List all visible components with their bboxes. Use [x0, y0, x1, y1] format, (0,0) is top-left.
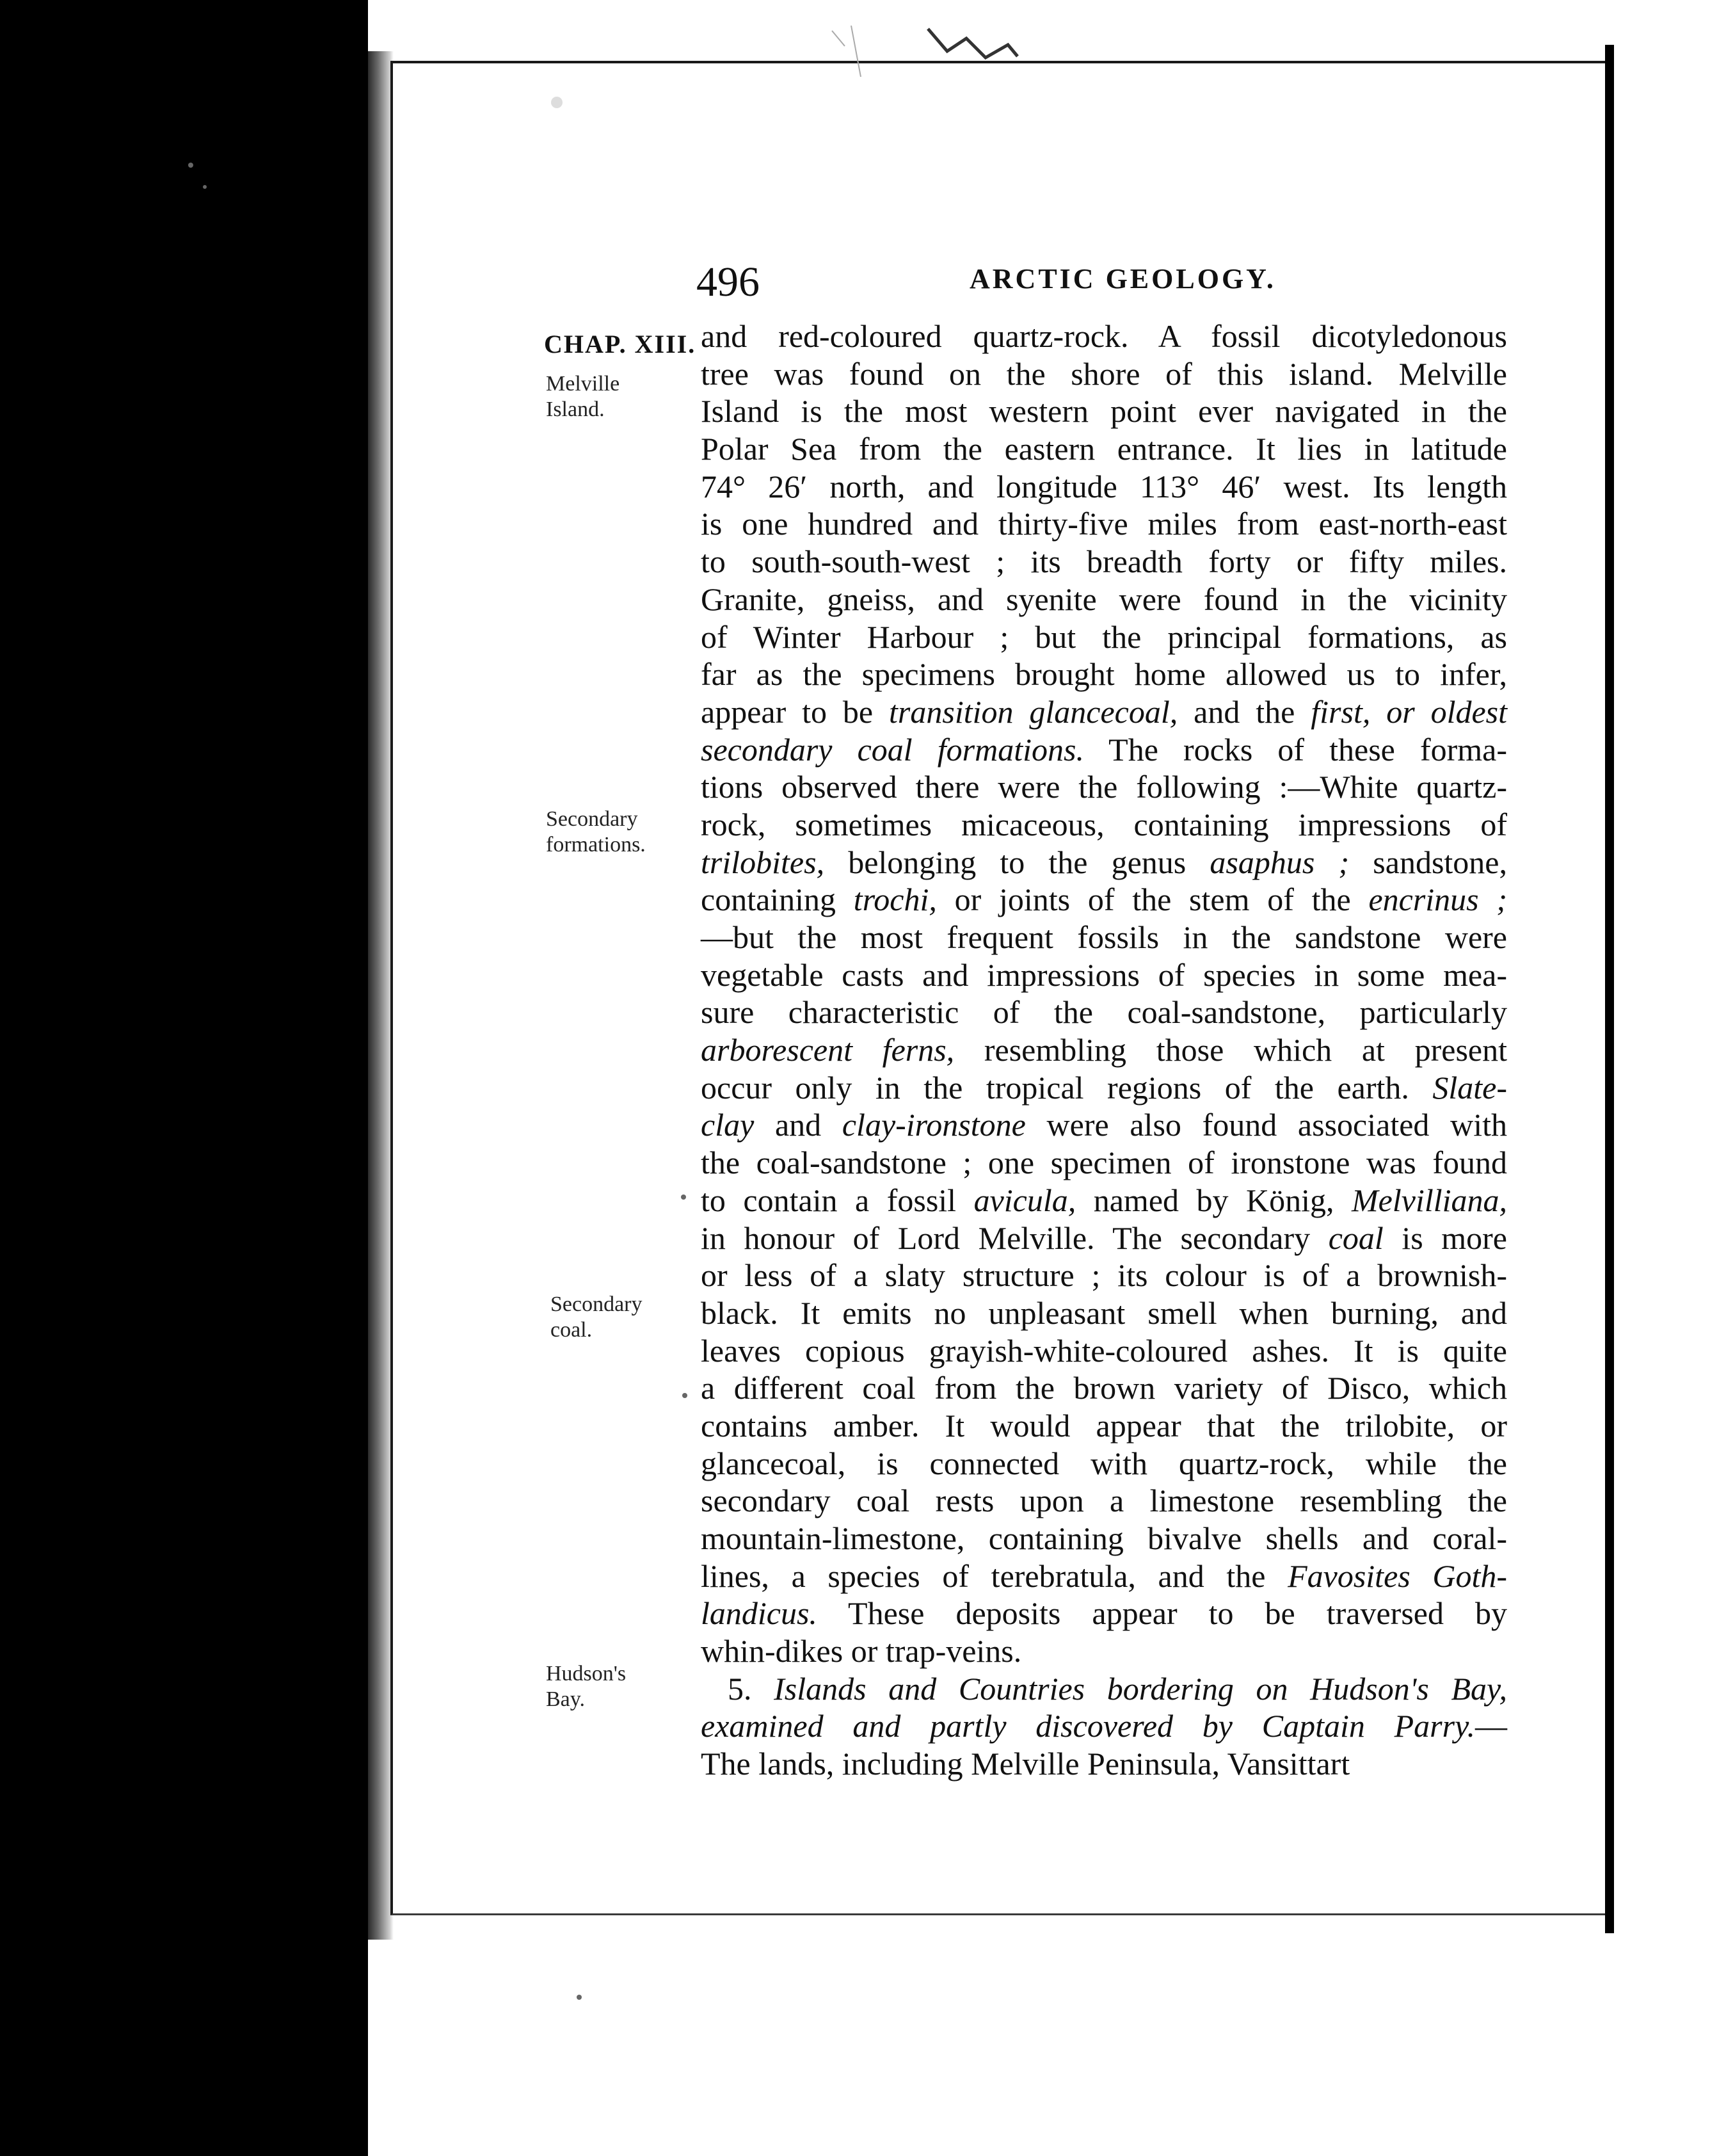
margin-note-line: Island. [546, 398, 605, 421]
text-run: resembling those which at present [954, 1032, 1507, 1068]
scan-dark-margin [0, 0, 368, 2156]
text-run: to contain a fossil [701, 1182, 974, 1218]
text-line [701, 618, 1507, 656]
text-line [701, 1482, 1507, 1520]
text-run: leaves copious grayish-white-coloured ashes. It is quite [701, 1332, 1507, 1369]
italic-text: first, or oldest [1311, 693, 1508, 730]
text-run: vegetable casts and impressions of species in some mea- [701, 956, 1507, 993]
text-line [701, 956, 1507, 994]
text-run: to south-south-west ; its breadth forty or fifty miles. [701, 543, 1507, 580]
margin-note-secondary-formations [546, 807, 693, 858]
text-line [701, 1670, 1507, 1708]
text-line [701, 1632, 1507, 1670]
text-run: far as the specimens brought home allowed us to infer, [701, 656, 1507, 693]
italic-text: encrinus ; [1368, 881, 1508, 918]
italic-text: clay-ironstone [842, 1107, 1026, 1143]
text-line [701, 1520, 1507, 1557]
margin-note-line: Secondary [550, 1292, 643, 1316]
text-run: 74° 26′ north, and longitude 113° 46′ west. Its length [701, 468, 1507, 504]
text-run: is one hundred and thirty-five miles from east-north-east [701, 506, 1507, 542]
italic-text: transition glancecoal, [889, 693, 1178, 730]
text-run: rock, sometimes micaceous, containing impressions of [701, 806, 1507, 842]
text-run: appear to be [701, 693, 890, 730]
text-run: The lands, including Melville Peninsula, Vansittart [701, 1746, 1350, 1782]
italic-text: landicus. [701, 1595, 817, 1632]
text-line [701, 806, 1507, 844]
text-run: black. It emits no unpleasant smell when burning, and [701, 1294, 1507, 1331]
chapter-label: CHAP. XIII. [544, 330, 696, 358]
text-run: glancecoal, is connected with quartz-rock, while the [701, 1445, 1507, 1481]
italic-text: Melvilliana, [1352, 1182, 1507, 1218]
body-text [701, 318, 1507, 1783]
text-line [701, 1332, 1507, 1370]
text-line [701, 1445, 1507, 1483]
italic-text: Islands and Countries bordering on Hudson's Bay, [774, 1670, 1507, 1707]
text-line [701, 1069, 1507, 1107]
text-line [701, 844, 1507, 881]
text-run: named by König, [1076, 1182, 1352, 1218]
italic-text: asaphus ; [1210, 844, 1350, 880]
text-line [701, 1557, 1507, 1595]
text-run: mountain-limestone, containing bivalve shells and coral- [701, 1520, 1507, 1556]
text-run: a different coal from the brown variety of Disco, which [701, 1370, 1507, 1406]
margin-note-line: formations. [546, 833, 646, 857]
text-line [701, 731, 1507, 769]
text-run: tions observed there were the following :—White quartz- [701, 769, 1507, 805]
text-run: or joints of the stem of the [936, 881, 1369, 918]
running-head: ARCTIC GEOLOGY. [970, 263, 1276, 294]
text-line [701, 1595, 1507, 1632]
text-line [701, 392, 1507, 430]
text-run: 5. [728, 1670, 774, 1707]
italic-text: trochi, [853, 881, 937, 918]
text-line [701, 1745, 1507, 1783]
text-run: secondary coal rests upon a limestone resembling the [701, 1483, 1507, 1519]
margin-note-line: Secondary [546, 807, 638, 831]
text-line [701, 543, 1507, 581]
text-run: and red-coloured quartz-rock. A fossil dicotyledonous [701, 318, 1507, 354]
facing-page-edge [1605, 45, 1710, 1933]
margin-note-secondary-coal [550, 1292, 698, 1343]
text-line [701, 318, 1507, 355]
text-run: —but the most frequent fossils in the sandstone were [701, 919, 1507, 955]
italic-text: secondary coal formations. [701, 731, 1084, 768]
italic-text: trilobites, [701, 844, 825, 880]
text-run: the coal-sandstone ; one specimen of ironstone was found [701, 1145, 1507, 1181]
facing-page-lower-edge [1605, 1933, 1710, 2156]
page-gutter-shadow [368, 51, 394, 1940]
text-line [701, 1106, 1507, 1144]
text-line [701, 505, 1507, 543]
text-run: and the [1178, 693, 1311, 730]
text-line [701, 1031, 1507, 1069]
text-line [701, 581, 1507, 618]
text-run: is more [1383, 1219, 1507, 1256]
text-run: Polar Sea from the eastern entrance. It lies in latitude [701, 431, 1507, 467]
text-run: lines, a species of terebratula, and the [701, 1557, 1288, 1594]
italic-text: Slate- [1432, 1069, 1507, 1106]
text-run: or less of a slaty structure ; its colour is of a brownish- [701, 1257, 1507, 1294]
text-line [701, 1407, 1507, 1445]
text-run: in honour of Lord Melville. The secondary [701, 1219, 1329, 1256]
text-run: were also found associated with [1025, 1107, 1507, 1143]
text-run: — [1475, 1708, 1507, 1744]
margin-note-line: coal. [550, 1318, 593, 1342]
italic-text: examined and partly discovered by Captain Parry. [701, 1708, 1475, 1744]
text-run: The rocks of these forma- [1083, 731, 1507, 768]
margin-note-hudsons-bay [546, 1661, 693, 1712]
text-line [701, 468, 1507, 506]
text-run: tree was found on the shore of this island. Melville [701, 355, 1507, 392]
text-line [701, 768, 1507, 806]
text-run: These deposits appear to be traversed by [817, 1595, 1507, 1632]
text-line [701, 430, 1507, 468]
text-run: whin-dikes or trap-veins. [701, 1633, 1022, 1669]
text-line [701, 1294, 1507, 1332]
text-line [701, 919, 1507, 956]
italic-text: arborescent ferns, [701, 1032, 955, 1068]
text-line [701, 656, 1507, 693]
italic-text: clay [701, 1107, 755, 1143]
text-run: Granite, gneiss, and syenite were found in the vicinity [701, 581, 1507, 617]
margin-note-line: Bay. [546, 1687, 586, 1711]
text-line [701, 1219, 1507, 1257]
text-line [701, 1369, 1507, 1407]
text-line [701, 1144, 1507, 1182]
text-run: of Winter Harbour ; but the principal formations, as [701, 618, 1507, 655]
text-line [701, 881, 1507, 919]
text-line [701, 1182, 1507, 1219]
text-run: Island is the most western point ever navigated in the [701, 393, 1507, 430]
text-line [701, 693, 1507, 731]
italic-text: coal [1328, 1219, 1384, 1256]
italic-text: Favosites Goth- [1288, 1557, 1507, 1594]
italic-text: avicula, [973, 1182, 1076, 1218]
text-line [701, 1707, 1507, 1745]
page-number: 496 [696, 259, 760, 305]
text-run: belonging to the genus [824, 844, 1210, 880]
text-run: contains amber. It would appear that the trilobite, or [701, 1407, 1507, 1444]
margin-note-melville-island [546, 371, 693, 422]
text-line [701, 1257, 1507, 1294]
margin-note-line: Melville [546, 372, 620, 396]
text-run: sandstone, [1349, 844, 1507, 880]
text-run: sure characteristic of the coal-sandstone, particularly [701, 994, 1507, 1031]
text-run: and [754, 1107, 842, 1143]
text-run: containing [701, 881, 854, 918]
text-line [701, 994, 1507, 1031]
margin-note-line: Hudson's [546, 1662, 627, 1685]
text-run: occur only in the tropical regions of the earth. [701, 1069, 1433, 1106]
text-line [701, 355, 1507, 393]
